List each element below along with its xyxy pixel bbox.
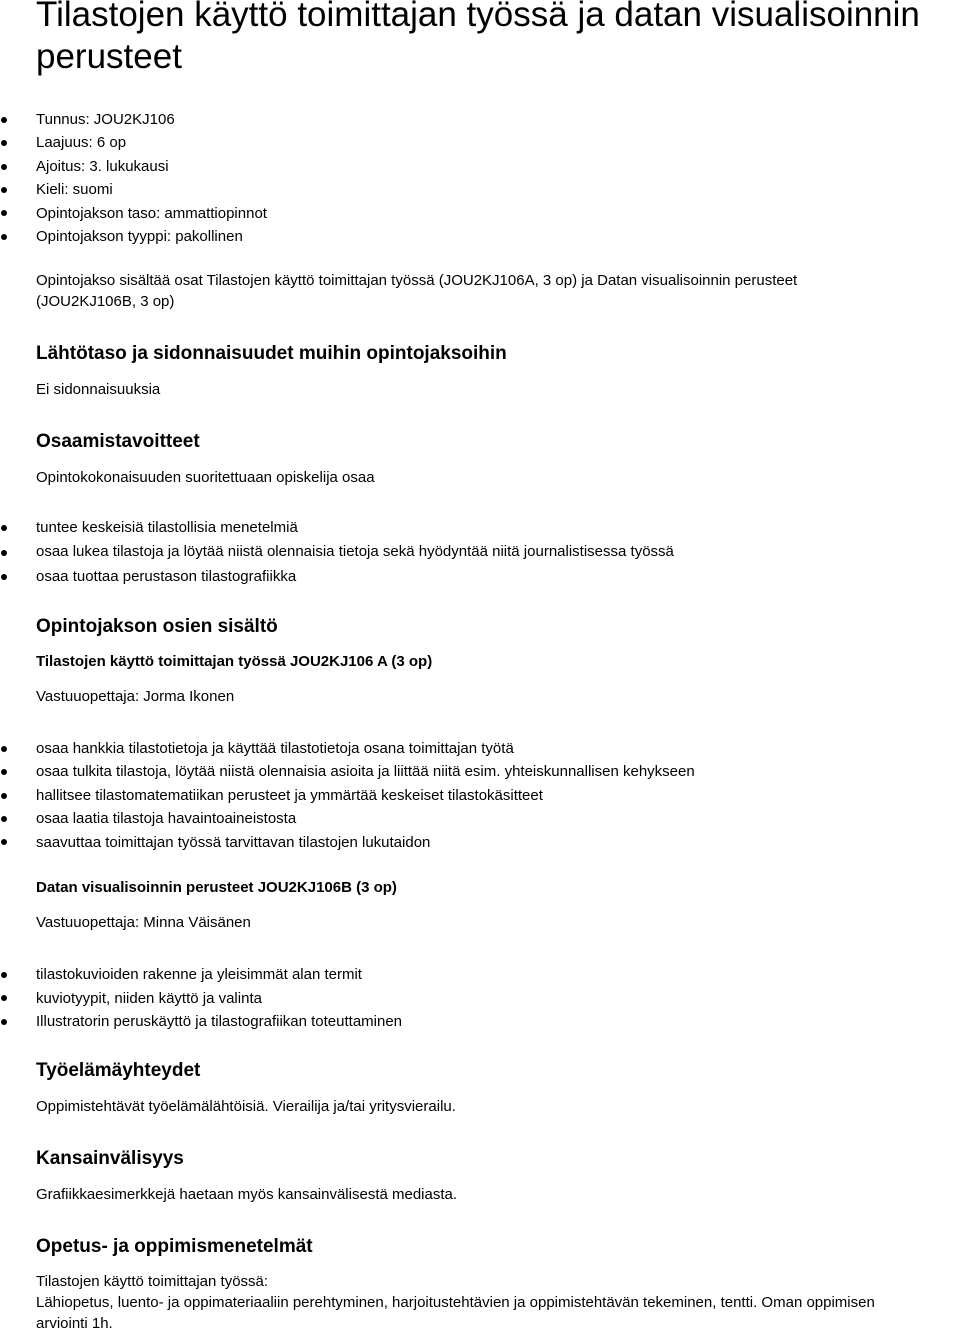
part-b-list [0,963,402,1034]
list-item: Laajuus: 6 op [0,131,267,154]
list-item: kuviotyypit, niiden käyttö ja valinta [0,987,402,1011]
objectives-heading: Osaamistavoitteet [36,431,200,452]
objectives-intro: Opintokokonaisuuden suoritettuaan opiskelija osaa [36,469,375,486]
worklife-text: Oppimistehtävät työelämälähtöisiä. Vierailija ja/tai yritysvierailu. [36,1098,456,1115]
methods-text-line-1: Lähiopetus, luento- ja oppimateriaaliin perehtyminen, harjoitustehtävien ja oppimistehtävän tekeminen, tentti. Oman oppimisen [36,1294,875,1311]
part-b-title: Datan visualisoinnin perusteet JOU2KJ106B (3 op) [36,879,397,896]
course-meta-list [0,108,267,248]
list-item: osaa lukea tilastoja ja löytää niistä olennaisia tietoja sekä hyödyntää niitä journalistisessa työssä [0,540,674,564]
list-item: osaa hankkia tilastotietoja ja käyttää tilastotietoja osana toimittajan työtä [0,737,695,760]
list-item: osaa tuottaa perustason tilastografiikka [0,565,674,589]
list-item: osaa tulkita tilastoja, löytää niistä olennaisia asioita ja liittää niitä esim. yhteiskunnallisen kehykseen [0,760,695,783]
list-item: Opintojakson tyyppi: pakollinen [0,225,267,248]
list-item: hallitsee tilastomatematiikan perusteet ja ymmärtää keskeiset tilastokäsitteet [0,784,695,807]
list-item: Kieli: suomi [0,178,267,201]
intro-line-1: Opintojakso sisältää osat Tilastojen käyttö toimittajan työssä (JOU2KJ106A, 3 op) ja Datan visualisoinnin perusteet [36,272,798,289]
list-item: osaa laatia tilastoja havaintoaineistosta [0,807,695,830]
list-item: Tunnus: JOU2KJ106 [0,108,267,131]
international-heading: Kansainvälisyys [36,1148,184,1169]
methods-text-line-2: arviointi 1h. [36,1315,113,1330]
worklife-heading: Työelämäyhteydet [36,1060,201,1081]
prerequisites-text: Ei sidonnaisuuksia [36,381,161,398]
prerequisites-heading: Lähtötaso ja sidonnaisuudet muihin opintojaksoihin [36,343,507,364]
list-item: Ajoitus: 3. lukukausi [0,155,267,178]
list-item: tuntee keskeisiä tilastollisia menetelmiä [0,516,674,540]
intro-line-2: (JOU2KJ106B, 3 op) [36,293,175,310]
international-text: Grafiikkaesimerkkejä haetaan myös kansainvälisestä mediasta. [36,1186,458,1203]
page-title: Tilastojen käyttö toimittajan työssä ja datan visualisoinnin perusteet [36,0,920,76]
part-b-teacher: Vastuuopettaja: Minna Väisänen [36,914,251,931]
content-heading: Opintojakson osien sisältö [36,616,278,637]
list-item: tilastokuvioiden rakenne ja yleisimmät alan termit [0,963,402,987]
part-a-title: Tilastojen käyttö toimittajan työssä JOU2KJ106 A (3 op) [36,653,433,670]
list-item: Opintojakson taso: ammattiopinnot [0,202,267,225]
methods-heading: Opetus- ja oppimismenetelmät [36,1236,313,1257]
part-a-list [0,737,695,854]
part-a-teacher: Vastuuopettaja: Jorma Ikonen [36,688,235,705]
list-item: Illustratorin peruskäyttö ja tilastografiikan toteuttaminen [0,1010,402,1034]
list-item: saavuttaa toimittajan työssä tarvittavan tilastojen lukutaidon [0,831,695,854]
methods-subheading: Tilastojen käyttö toimittajan työssä: [36,1273,269,1290]
objectives-list [0,516,674,589]
